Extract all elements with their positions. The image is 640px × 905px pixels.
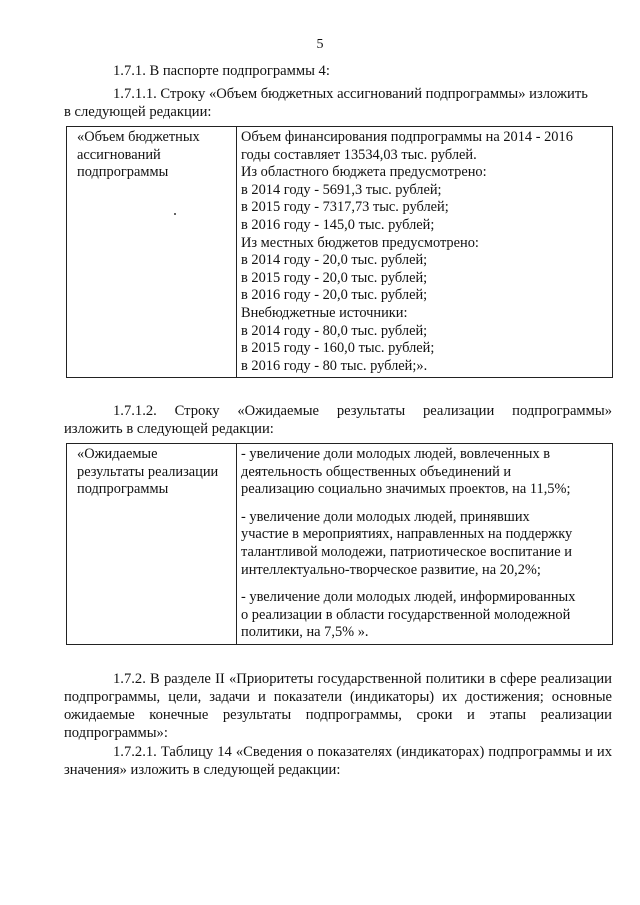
budget-table [66,126,613,378]
cell-line: в 2016 году - 80 тыс. рублей;». [241,357,428,374]
cell-line: в 2016 году - 145,0 тыс. рублей; [241,216,435,233]
cell-line: подпрограммы [77,164,169,181]
result-item [241,446,608,499]
cell-line: в 2016 году - 20,0 тыс. рублей; [241,287,428,304]
cell-line: в 2014 году - 20,0 тыс. рублей; [241,252,428,269]
cell-line: в 2014 году - 5691,3 тыс. рублей; [241,181,442,198]
page-number: 5 [316,37,324,52]
results-table-value-cell [237,444,613,645]
cell-line: политики, на 7,5% ». [241,624,369,641]
cell-line: результаты реализации [77,463,219,480]
cell-line: годы составляет 13534,03 тыс. рублей. [241,146,477,163]
cell-line: участие в мероприятиях, направленных на поддержку [241,526,573,543]
cell-line: о реализации в области государственной молодежной [241,606,571,623]
cell-line: «Ожидаемые [77,446,158,462]
cell-line: деятельность общественных объединений и [241,463,512,480]
cell-line: интеллектуально-творческое развитие, на 20,2%; [241,561,541,578]
paragraph-1-7-1: 1.7.1. В паспорте подпрограммы 4: [113,63,330,79]
cell-line: Из областного бюджета предусмотрено: [241,164,487,181]
cell-line: подпрограммы [77,481,169,498]
cell-line: «Объем бюджетных [77,129,200,145]
paragraph-line: 1.7.1.2. Строку «Ожидаемые результаты реализации подпрограммы» [113,403,612,419]
paragraph-line: 1.7.1.1. Строку «Объем бюджетных ассигнований подпрограммы» изложить [113,86,588,102]
paragraph-1-7-1-2 [64,402,612,438]
result-item [241,589,608,642]
paragraph-1-7-2-1: 1.7.2.1. Таблицу 14 «Сведения о показателях (индикаторах) подпрограммы и их значения» изложить в следующей редакции: [64,744,612,778]
paragraph-1-7-1-1 [64,85,612,121]
cell-line: талантливой молодежи, патриотическое воспитание и [241,543,572,560]
cell-line: реализацию социально значимых проектов, на 11,5%; [241,481,571,498]
cell-line: - увеличение доли молодых людей, вовлеченных в [241,446,551,462]
results-table-label-cell [67,444,237,645]
cell-line: Из местных бюджетов предусмотрено: [241,234,479,251]
paragraph-1-7-2: 1.7.2. В разделе II «Приоритеты государственной политики в сфере реализации подпрограммы, цели, задачи и показатели (индикаторы) их достижения; основные ожидаемые конечные результаты подпрограммы, сроки и этапы реализации подпрограммы»: [64,671,612,741]
budget-table-value-cell [237,127,613,378]
budget-table-label-cell [67,127,237,378]
result-item [241,509,608,579]
cell-line: в 2015 году - 20,0 тыс. рублей; [241,269,428,286]
paragraph-line: в следующей редакции: [64,104,212,120]
scan-speck [174,213,176,215]
cell-line: - увеличение доли молодых людей, информированных [241,589,576,606]
cell-line: в 2015 году - 160,0 тыс. рублей; [241,340,435,357]
cell-line: ассигнований [77,146,161,163]
cell-line: в 2014 году - 80,0 тыс. рублей; [241,322,428,339]
cell-line: Объем финансирования подпрограммы на 2014 - 2016 [241,129,573,145]
table-row [67,127,613,378]
paragraph-line: изложить в следующей редакции: [64,421,274,437]
table-row [67,444,613,645]
results-table [66,443,613,645]
cell-line: Внебюджетные источники: [241,304,408,321]
cell-line: - увеличение доли молодых людей, принявших [241,508,530,525]
cell-line: в 2015 году - 7317,73 тыс. рублей; [241,199,449,216]
